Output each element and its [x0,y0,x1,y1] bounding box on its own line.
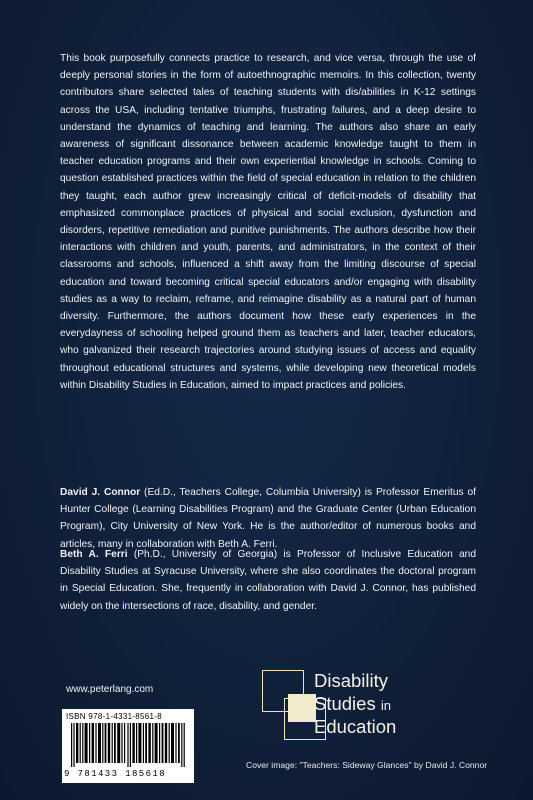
author-bio-connor [60,484,476,553]
barcode-digits: 9 781433 185618 [64,769,167,779]
series-title-line1: Disability [314,670,389,691]
cover-image-caption: Cover image: "Teachers: Sideway Glances" by David J. Connor [246,760,488,770]
series-title-line3: Education [314,716,397,737]
isbn-label: ISBN 978-1-4331-8561-8 [66,712,162,721]
isbn-barcode [62,709,194,783]
series-title-line2 [314,693,391,715]
publisher-website: www.peterlang.com [66,684,154,695]
author-bio-ferri [60,546,476,615]
author-name: David J. Connor [60,487,141,498]
barcode-icon [71,723,187,767]
author-bio-text: (Ed.D., Teachers College, Columbia University) is Professor Emeritus of Hunter College (Learning Disabilities Program) and the Graduate Center (Urban Education Program), City University of New York. He is the author/editor of numerous books and articles, many in collaboration with Beth A. Ferri. [60,487,476,550]
series-logo [262,670,462,745]
book-description: This book purposefully connects practice to research, and vice versa, through the use of deeply personal stories in the form of autoethnographic memoirs. In this collection, twenty contributors share selected tales of teaching students with dis/abilities in K-12 settings across the USA, including tentative triumphs, frustrating failures, and a deep desire to understand the dynamics of teaching and learning. The authors also share an early awareness of significant dissonance between academic knowledge taught to them in teacher education programs and their own experiential knowledge in schools. Coming to question established practices within the field of special education in relation to the children they taught, each author grew increasingly critical of deficit-models of disability that emphasized commonplace practices of physical and social exclusion, dysfunction and disorders, repetitive remediation and punitive punishments. The authors describe how their interactions with children and youth, parents, and administrators, in the context of their classrooms and schools, influenced a shift away from the limiting discourse of special education and toward becoming critical special educators and/or engaging with disability studies as a way to reclaim, reframe, and reimagine disability as a natural part of human diversity. Furthermore, the authors document how these early experiences in the everydayness of schooling helped ground them as teachers and later, teacher educators, who galvanized their research trajectories around studying issues of access and equality throughout educational structures and systems, while developing new theoretical models within Disability Studies in Education, aimed to impact practices and policies. [60,53,476,391]
series-title-small-word: in [380,698,391,713]
series-title-word: Studies [314,693,376,714]
logo-square-filled-icon [288,694,316,722]
author-bio-text: (Ph.D., University of Georgia) is Professor of Inclusive Education and Disability Studies at Syracuse University, where she also coordinates the doctoral program in Special Education. She, frequently in collaboration with David J. Connor, has published widely on the intersections of race, disability, and gender. [60,549,476,612]
author-name: Beth A. Ferri [60,549,128,560]
